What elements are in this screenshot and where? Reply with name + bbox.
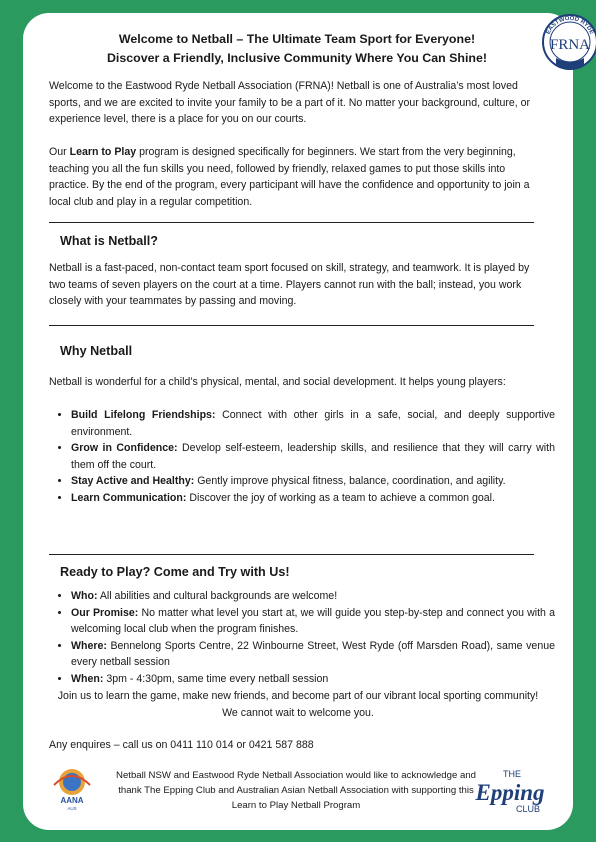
list-item [71,407,555,440]
frna-letters: FRNA [549,37,591,53]
item-label: Our Promise: [71,606,139,619]
section-heading-ready: Ready to Play? Come and Try with Us! [60,565,290,579]
why-intro-text: Netball is wonderful for a child’s physical, mental, and social development. It helps young players: [49,376,506,388]
program-pre: Our [49,146,70,158]
list-item [71,671,555,688]
enquiries-text: Any enquires – call us on 0411 110 014 or 0421 587 888 [49,739,314,751]
item-text: Discover the joy of working as a team to achieve a common goal. [186,491,495,504]
item-text: No matter what level you start at, we will guide you step-by-step and connect you with a welcoming local club when the program finishes. [71,606,555,635]
divider [49,554,534,555]
epping-club-logo [472,766,554,816]
item-text: Develop self-esteem, leadership skills, and resilience that they will carry with them off the court. [71,442,555,471]
list-item [71,638,555,671]
epping-name-text: Epping [475,780,545,805]
item-text: Gently improve physical fitness, balance, coordination, and agility. [194,475,506,487]
list-item [71,490,555,507]
program-paragraph [49,144,537,210]
item-label: Learn Communication: [71,491,187,504]
frna-ring-text: EASTWOOD RYDE [545,15,595,36]
item-label: When: [71,672,104,685]
item-label: Grow in Confidence: [71,442,178,454]
page-title [72,30,522,68]
aana-logo [48,765,96,811]
divider [49,222,534,223]
what-is-netball-text: Netball is a fast-paced, non-contact team sport focused on skill, strategy, and teamwork. It is played by two teams of seven players on the court at a time. Players cannot run with the ball; instead, you work closely with your teammates by passing and moving. [49,262,530,307]
epping-the-text: THE [503,769,521,779]
list-item [71,473,555,490]
section-heading-why: Why Netball [60,344,133,358]
item-text: Connect with other girls in a safe, social, and deeply supportive environment. [71,409,555,438]
details-list [53,588,555,687]
benefits-list [53,407,555,506]
item-text: Bennelong Sports Centre, 22 Winbourne Street, West Ryde (off Marsden Road), same venue every netball session [71,639,555,668]
item-label: Who: [71,590,98,602]
divider [49,325,534,326]
item-label: Stay Active and Healthy: [71,475,195,487]
item-label: Where: [71,639,107,652]
list-item [71,588,555,605]
title-line-1: Welcome to Netball – The Ultimate Team Sport for Everyone! [118,32,476,46]
section-heading-what: What is Netball? [60,234,158,248]
intro-paragraph: Welcome to the Eastwood Ryde Netball Association (FRNA)! Netball is one of Australia’s most loved sports, and we are excited to invite your family to be a part of it. No matter your background, culture, or experience level, there is a place for you on our courts. [49,80,531,125]
acknowledgement-text: Netball NSW and Eastwood Ryde Netball Association would like to acknowledge and thank The Epping Club and Australian Asian Netball Association with supporting this Learn to Play Netball Program [116,770,476,811]
program-name: Learn to Play [69,146,137,158]
title-line-2: Discover a Friendly, Inclusive Community Where You Can Shine! [106,51,488,65]
closing-text: Join us to learn the game, make new friends, and become part of our vibrant local sporting community! We cannot wait to welcome you. [57,690,539,719]
list-item [71,440,555,473]
program-post: program is designed specifically for beginners. We start from the very beginning, teaching you all the fun skills you need, followed by friendly, relaxed games to put those skills into practice. By the end of the program, every participant will have the confidence and opportunity to join a local club and play in a regular competition. [49,146,530,208]
item-text: 3pm - 4:30pm, same time every netball session [103,672,329,685]
list-item [71,605,555,638]
epping-club-text: CLUB [515,804,541,814]
item-label: Build Lifelong Friendships: [71,409,216,421]
aana-text: AANA [60,796,84,805]
frna-logo [538,6,596,80]
aana-sub-text: AUS [67,806,77,811]
item-text: All abilities and cultural backgrounds are welcome! [97,590,338,602]
